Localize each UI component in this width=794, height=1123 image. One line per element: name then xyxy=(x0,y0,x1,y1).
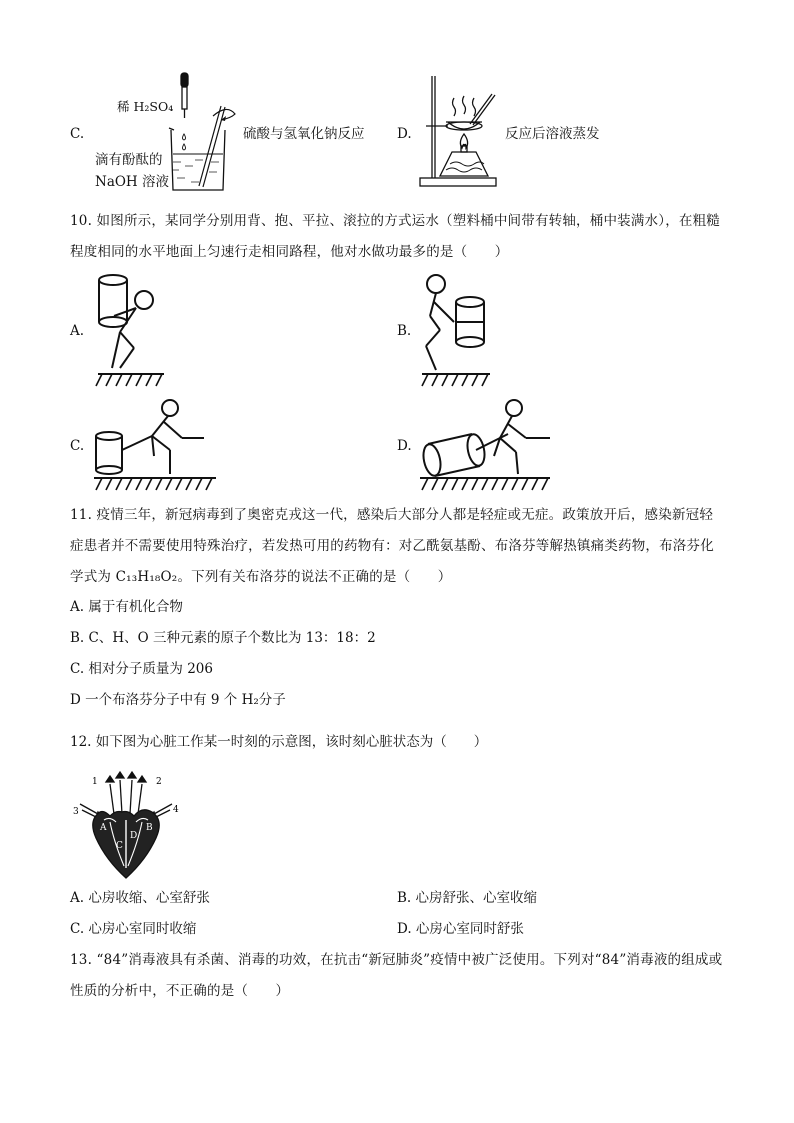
dropper-icon xyxy=(181,73,188,118)
q11-stem xyxy=(70,500,726,593)
heart-label-b: B xyxy=(146,823,153,833)
q9-solution-label-line2: NaOH 溶液 xyxy=(95,174,169,190)
q10-figure-roll-pull xyxy=(418,396,558,492)
q9-option-d-letter: D. xyxy=(397,126,412,142)
q11-option-a: A. 属于有机化合物 xyxy=(70,599,183,615)
q10-figure-back-carry xyxy=(92,270,172,390)
evaporation-diagram xyxy=(418,72,503,190)
q11-option-d: D 一个布洛芬分子中有 9 个 H₂分子 xyxy=(70,692,286,708)
titration-diagram xyxy=(165,70,245,200)
q9-option-c-caption: 硫酸与氢氧化钠反应 xyxy=(243,126,365,142)
q12-stem: 12. 如下图为心脏工作某一时刻的示意图，该时刻心脏状态为（ ） xyxy=(70,734,488,750)
q11-option-b: B. C、H、O 三种元素的原子个数比为 13：18：2 xyxy=(70,630,376,646)
q11-stem-part2: 。下列有关布洛芬的说法不正确的是（ ） xyxy=(177,569,452,585)
heart-label-3: 3 xyxy=(73,807,79,817)
heart-label-2: 2 xyxy=(156,777,162,787)
q11-option-c: C. 相对分子质量为 206 xyxy=(70,661,213,677)
q11-stem-part1: 11. 疫情三年，新冠病毒到了奥密克戎这一代，感染后大部分人都是轻症或无症。政策放开后，感染新冠轻症患者并不需要使用特殊治疗，若发热可用的药物有：对乙酰氨基酚、布洛芬等解热镇痛类药物，布洛芬化学式为 xyxy=(70,507,714,585)
q10-option-a-letter: A. xyxy=(70,323,85,339)
q11-formula: C₁₃H₁₈O₂ xyxy=(115,569,178,585)
heart-label-4: 4 xyxy=(173,805,179,815)
q10-option-b-letter: B. xyxy=(397,323,412,339)
heart-label-d: D xyxy=(130,831,138,841)
q12-option-d: D. 心房心室同时舒张 xyxy=(397,921,524,937)
q9-option-d-caption: 反应后溶液蒸发 xyxy=(505,126,600,142)
q10-figure-flat-pull xyxy=(92,396,222,492)
q12-option-a: A. 心房收缩、心室舒张 xyxy=(70,890,210,906)
q9-solution-label-line1: 滴有酚酞的 xyxy=(95,152,163,168)
heart-label-1: 1 xyxy=(92,777,98,787)
heart-label-c: C xyxy=(116,841,123,851)
q12-option-c: C. 心房心室同时收缩 xyxy=(70,921,197,937)
q9-reagent-label: 稀 H₂SO₄ xyxy=(117,99,174,114)
heart-label-a: A xyxy=(100,823,107,833)
q10-stem: 10. 如图所示，某同学分别用背、抱、平拉、滚拉的方式运水（塑料桶中间带有转轴，桶中装满水），在粗糙程度相同的水平地面上匀速行走相同路程，他对水做功最多的是（ ） xyxy=(70,213,721,260)
q12-option-b: B. 心房舒张、心室收缩 xyxy=(397,890,538,906)
q13-stem: 13. “84”消毒液具有杀菌、消毒的功效，在抗击“新冠肺炎”疫情中被广泛使用。下列对“84”消毒液的组成或性质的分析中，不正确的是（ ） xyxy=(70,952,723,999)
q10-figure-hold xyxy=(418,272,498,390)
glass-rod-icon xyxy=(199,106,225,187)
q10-option-c-letter: C. xyxy=(70,438,85,454)
q9-option-c-letter: C. xyxy=(70,126,85,142)
heart-diagram xyxy=(70,768,182,878)
q10-option-d-letter: D. xyxy=(397,438,412,454)
stand-base-icon xyxy=(420,178,496,186)
